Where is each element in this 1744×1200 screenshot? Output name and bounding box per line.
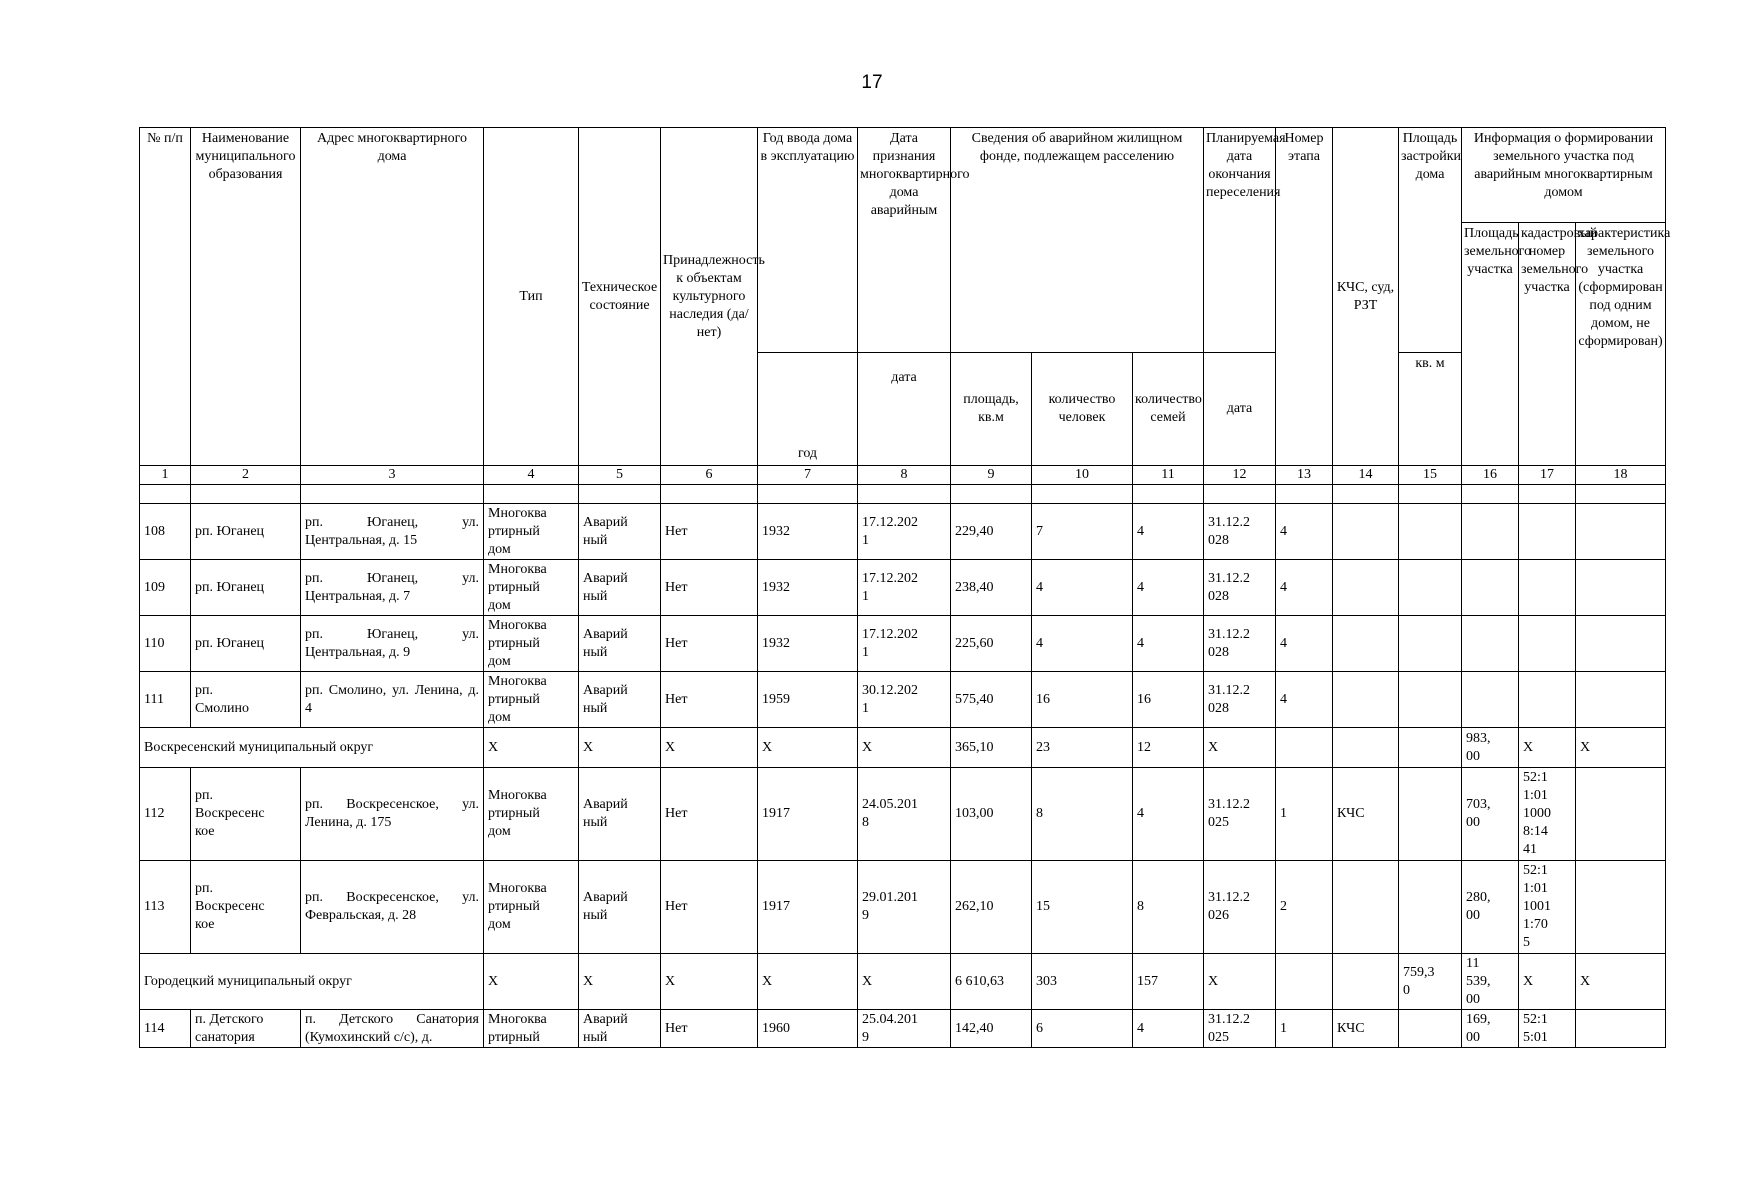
cadastral-cell (1519, 672, 1576, 728)
stage-cell: 1 (1276, 768, 1333, 861)
column-number: 16 (1462, 466, 1519, 485)
people-count-cell: 15 (1032, 861, 1133, 954)
built-area-cell (1399, 768, 1462, 861)
column-number: 7 (758, 466, 858, 485)
family-count-cell: 4 (1133, 768, 1204, 861)
kchs-cell (1333, 672, 1399, 728)
area-cell: 262,10 (951, 861, 1032, 954)
built-area-cell (1399, 861, 1462, 954)
area-cell: 6 610,63 (951, 954, 1032, 1010)
land-character-cell (1576, 616, 1666, 672)
municipality-cell: рп. Воскресенс кое (191, 768, 301, 861)
year-cell: X (758, 954, 858, 1010)
built-area-cell (1399, 672, 1462, 728)
tech-state-cell: Аварий ный (579, 504, 661, 560)
table-row (140, 861, 1666, 954)
header-date-sub: дата (858, 353, 951, 466)
people-count-cell: 4 (1032, 616, 1133, 672)
tech-state-cell: Аварий ный (579, 672, 661, 728)
area-cell: 575,40 (951, 672, 1032, 728)
address-cell: рп. Смолино, ул. Ленина, д. 4 (301, 672, 484, 728)
column-number: 13 (1276, 466, 1333, 485)
page-number: 17 (861, 72, 883, 93)
land-area-cell (1462, 560, 1519, 616)
land-area-cell: 703, 00 (1462, 768, 1519, 861)
table-body (140, 504, 1666, 1048)
address-cell: рп. Воскресенское, ул. Февральская, д. 28 (301, 861, 484, 954)
kchs-cell (1333, 616, 1399, 672)
type-cell: Многоква ртирный дом (484, 616, 579, 672)
heritage-cell: X (661, 728, 758, 768)
family-count-cell: 4 (1133, 1010, 1204, 1048)
stage-cell: 4 (1276, 672, 1333, 728)
column-number: 2 (191, 466, 301, 485)
family-count-cell: 4 (1133, 616, 1204, 672)
tech-state-cell: X (579, 728, 661, 768)
kchs-cell (1333, 728, 1399, 768)
year-cell: 1959 (758, 672, 858, 728)
land-area-cell (1462, 616, 1519, 672)
header-year: Год ввода дома в эксплуатацию (758, 128, 858, 353)
heritage-cell: Нет (661, 504, 758, 560)
column-number: 4 (484, 466, 579, 485)
column-number: 11 (1133, 466, 1204, 485)
column-number: 1 (140, 466, 191, 485)
planned-date-cell: 31.12.2 028 (1204, 504, 1276, 560)
year-cell: 1932 (758, 504, 858, 560)
land-character-cell (1576, 1010, 1666, 1048)
type-cell: Многоква ртирный дом (484, 672, 579, 728)
district-summary-row (140, 728, 1666, 768)
year-cell: 1917 (758, 861, 858, 954)
family-count-cell: 4 (1133, 560, 1204, 616)
heritage-cell: Нет (661, 560, 758, 616)
built-area-cell (1399, 1010, 1462, 1048)
municipality-cell: рп. Юганец (191, 560, 301, 616)
people-count-cell: 8 (1032, 768, 1133, 861)
municipality-cell: рп. Воскресенс кое (191, 861, 301, 954)
built-area-cell (1399, 728, 1462, 768)
row-number: 111 (140, 672, 191, 728)
area-cell: 365,10 (951, 728, 1032, 768)
tech-state-cell: Аварий ный (579, 1010, 661, 1048)
land-character-cell: X (1576, 954, 1666, 1010)
column-number: 3 (301, 466, 484, 485)
column-number: 6 (661, 466, 758, 485)
column-number: 5 (579, 466, 661, 485)
kchs-cell: КЧС (1333, 1010, 1399, 1048)
row-number: 109 (140, 560, 191, 616)
type-cell: X (484, 954, 579, 1010)
stage-cell: 2 (1276, 861, 1333, 954)
header-planned-date-sub: дата (1204, 353, 1276, 466)
column-number: 9 (951, 466, 1032, 485)
land-character-cell (1576, 672, 1666, 728)
column-number: 12 (1204, 466, 1276, 485)
land-area-cell: 169, 00 (1462, 1010, 1519, 1048)
recognition-date-cell: 29.01.201 9 (858, 861, 951, 954)
land-area-cell: 280, 00 (1462, 861, 1519, 954)
recognition-date-cell: 17.12.202 1 (858, 504, 951, 560)
recognition-date-cell: X (858, 954, 951, 1010)
family-count-cell: 12 (1133, 728, 1204, 768)
column-number: 17 (1519, 466, 1576, 485)
spacer-row (140, 485, 1666, 504)
district-name: Воскресенский муниципальный округ (140, 728, 484, 768)
cadastral-cell (1519, 504, 1576, 560)
cadastral-cell (1519, 616, 1576, 672)
cadastral-cell (1519, 560, 1576, 616)
cadastral-cell: 52:1 5:01 (1519, 1010, 1576, 1048)
row-number: 113 (140, 861, 191, 954)
stage-cell: 1 (1276, 1010, 1333, 1048)
family-count-cell: 157 (1133, 954, 1204, 1010)
kchs-cell: КЧС (1333, 768, 1399, 861)
cadastral-cell: 52:1 1:01 1000 8:14 41 (1519, 768, 1576, 861)
family-count-cell: 16 (1133, 672, 1204, 728)
recognition-date-cell: X (858, 728, 951, 768)
family-count-cell: 8 (1133, 861, 1204, 954)
cadastral-cell: X (1519, 954, 1576, 1010)
type-cell: Многоква ртирный дом (484, 861, 579, 954)
heritage-cell: Нет (661, 672, 758, 728)
year-cell: 1917 (758, 768, 858, 861)
stage-cell (1276, 728, 1333, 768)
year-cell: 1960 (758, 1010, 858, 1048)
stage-cell: 4 (1276, 504, 1333, 560)
type-cell: Многоква ртирный дом (484, 504, 579, 560)
column-numbers-row (140, 466, 1666, 485)
table-row (140, 768, 1666, 861)
planned-date-cell: 31.12.2 025 (1204, 768, 1276, 861)
kchs-cell (1333, 954, 1399, 1010)
built-area-cell (1399, 504, 1462, 560)
column-number: 14 (1333, 466, 1399, 485)
heritage-cell: X (661, 954, 758, 1010)
header-area: площадь, кв.м (951, 353, 1032, 466)
land-area-cell (1462, 504, 1519, 560)
kchs-cell (1333, 560, 1399, 616)
header-land-area: Площадь земельного участка (1462, 223, 1519, 466)
header-tech-state: Техническое состояние (579, 128, 661, 466)
header-year-sub: год (758, 353, 858, 466)
address-cell: рп. Юганец, ул. Центральная, д. 15 (301, 504, 484, 560)
tech-state-cell: Аварий ный (579, 616, 661, 672)
type-cell: Многоква ртирный (484, 1010, 579, 1048)
header-num: № п/п (140, 128, 191, 466)
recognition-date-cell: 25.04.201 9 (858, 1010, 951, 1048)
table-row (140, 560, 1666, 616)
table-row (140, 1010, 1666, 1048)
header-families: количество семей (1133, 353, 1204, 466)
tech-state-cell: Аварий ный (579, 768, 661, 861)
type-cell: X (484, 728, 579, 768)
row-number: 112 (140, 768, 191, 861)
header-land-character: характеристика земельного участка (сформирован под одним домом, не сформирован) (1576, 223, 1666, 466)
land-character-cell (1576, 861, 1666, 954)
emergency-housing-table (139, 127, 1671, 1048)
column-number: 8 (858, 466, 951, 485)
header-people: количество человек (1032, 353, 1133, 466)
people-count-cell: 6 (1032, 1010, 1133, 1048)
header-cadastral: кадастровый номер земельного участка (1519, 223, 1576, 466)
district-summary-row (140, 954, 1666, 1010)
header-housing-info: Сведения об аварийном жилищном фонде, подлежащем расселению (951, 128, 1204, 353)
header-date-recognition: Дата признания многоквартирного дома аварийным (858, 128, 951, 353)
district-name: Городецкий муниципальный округ (140, 954, 484, 1010)
recognition-date-cell: 24.05.201 8 (858, 768, 951, 861)
column-number: 15 (1399, 466, 1462, 485)
tech-state-cell: X (579, 954, 661, 1010)
area-cell: 225,60 (951, 616, 1032, 672)
column-number: 18 (1576, 466, 1666, 485)
header-heritage: Принадлежность к объектам культурного наследия (да/нет) (661, 128, 758, 466)
land-character-cell (1576, 504, 1666, 560)
area-cell: 142,40 (951, 1010, 1032, 1048)
header-type: Тип (484, 128, 579, 466)
land-character-cell (1576, 560, 1666, 616)
land-character-cell (1576, 768, 1666, 861)
address-cell: рп. Воскресенское, ул. Ленина, д. 175 (301, 768, 484, 861)
municipality-cell: рп. Смолино (191, 672, 301, 728)
kchs-cell (1333, 861, 1399, 954)
land-area-cell (1462, 672, 1519, 728)
land-character-cell: X (1576, 728, 1666, 768)
planned-date-cell: 31.12.2 025 (1204, 1010, 1276, 1048)
municipality-cell: рп. Юганец (191, 616, 301, 672)
built-area-cell (1399, 616, 1462, 672)
area-cell: 229,40 (951, 504, 1032, 560)
header-planned-date: Планируемая дата окончания переселения (1204, 128, 1276, 353)
address-cell: рп. Юганец, ул. Центральная, д. 9 (301, 616, 484, 672)
table-row (140, 672, 1666, 728)
people-count-cell: 7 (1032, 504, 1133, 560)
planned-date-cell: X (1204, 954, 1276, 1010)
planned-date-cell: 31.12.2 028 (1204, 672, 1276, 728)
year-cell: X (758, 728, 858, 768)
table-row (140, 616, 1666, 672)
recognition-date-cell: 17.12.202 1 (858, 616, 951, 672)
area-cell: 238,40 (951, 560, 1032, 616)
people-count-cell: 303 (1032, 954, 1133, 1010)
year-cell: 1932 (758, 616, 858, 672)
heritage-cell: Нет (661, 861, 758, 954)
header-kchs: КЧС, суд, РЗТ (1333, 128, 1399, 466)
stage-cell (1276, 954, 1333, 1010)
cadastral-cell: X (1519, 728, 1576, 768)
header-municipality: Наименование муниципального образования (191, 128, 301, 466)
people-count-cell: 23 (1032, 728, 1133, 768)
planned-date-cell: 31.12.2 028 (1204, 560, 1276, 616)
header-built-area-unit: кв. м (1399, 353, 1462, 466)
built-area-cell (1399, 560, 1462, 616)
row-number: 108 (140, 504, 191, 560)
planned-date-cell: 31.12.2 026 (1204, 861, 1276, 954)
header-stage: Номер этапа (1276, 128, 1333, 466)
header-land-info: Информация о формировании земельного участка под аварийным многоквартирным домом (1462, 128, 1666, 223)
header-built-area: Площадь застройки дома (1399, 128, 1462, 353)
land-area-cell: 11 539, 00 (1462, 954, 1519, 1010)
stage-cell: 4 (1276, 560, 1333, 616)
stage-cell: 4 (1276, 616, 1333, 672)
family-count-cell: 4 (1133, 504, 1204, 560)
type-cell: Многоква ртирный дом (484, 768, 579, 861)
municipality-cell: п. Детского санатория (191, 1010, 301, 1048)
tech-state-cell: Аварий ный (579, 861, 661, 954)
people-count-cell: 4 (1032, 560, 1133, 616)
people-count-cell: 16 (1032, 672, 1133, 728)
recognition-date-cell: 30.12.202 1 (858, 672, 951, 728)
tech-state-cell: Аварий ный (579, 560, 661, 616)
municipality-cell: рп. Юганец (191, 504, 301, 560)
year-cell: 1932 (758, 560, 858, 616)
recognition-date-cell: 17.12.202 1 (858, 560, 951, 616)
heritage-cell: Нет (661, 768, 758, 861)
area-cell: 103,00 (951, 768, 1032, 861)
type-cell: Многоква ртирный дом (484, 560, 579, 616)
kchs-cell (1333, 504, 1399, 560)
heritage-cell: Нет (661, 1010, 758, 1048)
column-number: 10 (1032, 466, 1133, 485)
planned-date-cell: 31.12.2 028 (1204, 616, 1276, 672)
row-number: 110 (140, 616, 191, 672)
cadastral-cell: 52:1 1:01 1001 1:70 5 (1519, 861, 1576, 954)
land-area-cell: 983, 00 (1462, 728, 1519, 768)
heritage-cell: Нет (661, 616, 758, 672)
planned-date-cell: X (1204, 728, 1276, 768)
address-cell: рп. Юганец, ул. Центральная, д. 7 (301, 560, 484, 616)
table-row (140, 504, 1666, 560)
row-number: 114 (140, 1010, 191, 1048)
built-area-cell: 759,3 0 (1399, 954, 1462, 1010)
header-address: Адрес многоквартирного дома (301, 128, 484, 466)
address-cell: п. Детского Санатория (Кумохинский с/с), д. (301, 1010, 484, 1048)
